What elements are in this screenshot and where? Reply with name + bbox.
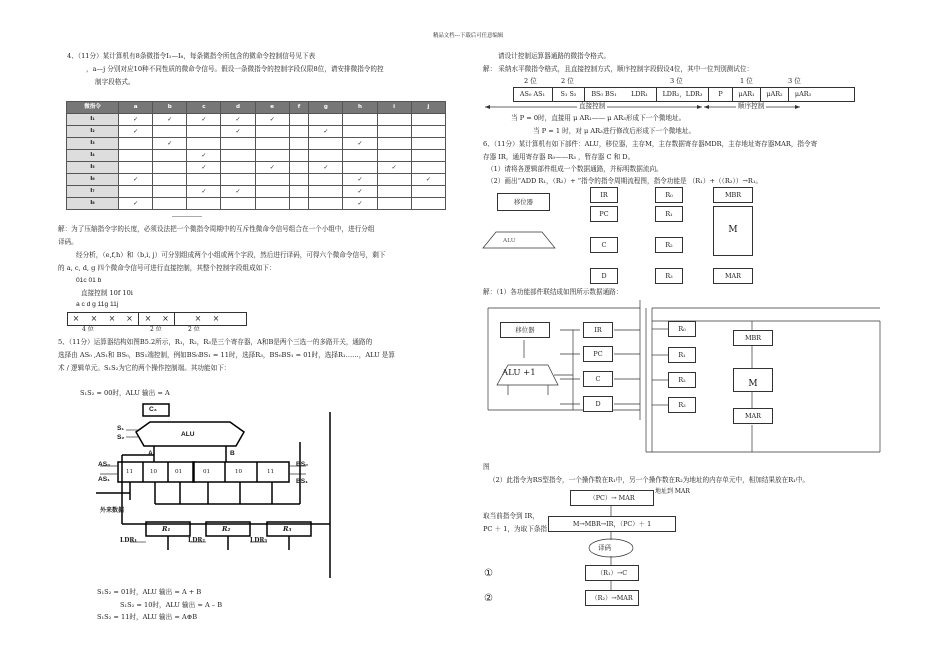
memory-box-a: M bbox=[713, 206, 753, 256]
seq-control-label: 顺序控制 bbox=[738, 102, 765, 110]
r1-box-a: R₁ bbox=[655, 206, 683, 222]
external-data-label: 外来数据 bbox=[100, 507, 125, 514]
mar-box-b: MAR bbox=[733, 408, 773, 424]
format-field: BS₀ BS₁ bbox=[591, 90, 617, 99]
ans4-direct: 直接控制 10f 10i bbox=[81, 289, 133, 297]
table-cell: ✓ bbox=[221, 126, 255, 138]
b-label: B bbox=[230, 450, 235, 457]
ldr3-label: LDR₃ bbox=[250, 537, 268, 544]
ans4-l4: 的 a, c, d, g 四个微命令信号可进行直接控制，其整个控制字段组成如下： bbox=[58, 264, 276, 272]
field-cell: × bbox=[121, 312, 139, 326]
flow-step2: M→MBR→IR，（PC）＋ 1 bbox=[548, 516, 676, 532]
table-cell: ✓ bbox=[255, 114, 289, 126]
r3-label: R₃ bbox=[283, 525, 292, 533]
r0-box-a: R₀ bbox=[655, 187, 683, 203]
ans4-fields: a c d g 11g 11j bbox=[76, 301, 119, 308]
q5-l1: 5、（11分）运算器结构如图B5.2所示，R₁，R₂，R₃是三个寄存器，A和B是两个三选一的多路开关，通路的 bbox=[58, 338, 373, 346]
ans4-codes: 01c 01 b bbox=[76, 277, 102, 284]
row-label: I₂ bbox=[67, 126, 119, 138]
ir-box-a: IR bbox=[590, 187, 618, 203]
table-cell: ✓ bbox=[343, 174, 377, 186]
q6-l4: （2）画出“ADD R₁，（R₂）+ ”指令的指令周期流程图，指令功能是 （R₁）+（（R₂））→R₁。 bbox=[487, 177, 763, 185]
table-head-cell: j bbox=[411, 102, 445, 114]
r1-label: R₁ bbox=[162, 525, 171, 533]
r-intro: 请设计控制运算器通路的微指令格式。 bbox=[498, 52, 611, 60]
direct-control-label: 直接控制 bbox=[579, 102, 606, 110]
figure-caption: 图 bbox=[483, 463, 490, 471]
r3-box-b: R₃ bbox=[668, 397, 696, 413]
row-label: I₃ bbox=[67, 138, 119, 150]
memory-box-b: M bbox=[733, 368, 773, 392]
ans4-l2: 译码。 bbox=[58, 238, 78, 246]
ans4-l1: 解：为了压缩指令字的长度，必须设法把一个微指令周期中的互斥性微命令信号组合在一个小组中，进行分组 bbox=[58, 225, 375, 233]
bs1-label: BS₁ bbox=[296, 478, 308, 485]
row-label: I₆ bbox=[67, 174, 119, 186]
table-head-cell: a bbox=[119, 102, 153, 114]
bits-label: 2 位 bbox=[561, 77, 574, 85]
flow-step1: （PC）→ MAR bbox=[570, 490, 654, 506]
table-head-cell: d bbox=[221, 102, 255, 114]
fetch-text1: 取当前指令到 IR， bbox=[483, 512, 539, 520]
table-cell: ✓ bbox=[187, 162, 221, 174]
table-cell: ✓ bbox=[411, 174, 445, 186]
table-head-cell: g bbox=[309, 102, 343, 114]
s1-label: S₁ bbox=[117, 425, 125, 432]
format-field: P bbox=[709, 87, 733, 102]
p0-text: 当 P = 0时，直接用 μ AR₁—— μ AR₃形成下一个微地址。 bbox=[511, 114, 686, 122]
p1-text: 当 P = 1 时，对 μ AR₃进行修改后形成下一个微地址。 bbox=[533, 127, 696, 135]
q6-l3: （1）请将各逻辑部件组成一个数据通路，并标明数据流向。 bbox=[487, 165, 663, 173]
table-cell: ✓ bbox=[153, 114, 187, 126]
ans6-l1: 解：（1）各功能部件联结成如图所示数据通路： bbox=[483, 288, 623, 296]
s2-label: S₂ bbox=[117, 434, 125, 441]
mux-a-code: 10 bbox=[150, 469, 158, 475]
q5-s01: S₁S₂ = 01时，ALU 输出 = A + B bbox=[97, 588, 202, 596]
bits2a-label: 2 位 bbox=[150, 326, 162, 333]
as0-label: AS₀ bbox=[98, 461, 111, 468]
q6-l2: 存器 IR，通用寄存器 R₀——R₃ ，暂存器 C 和 D。 bbox=[483, 153, 635, 161]
field-cell: × bbox=[144, 313, 152, 323]
r2-box-a: R₂ bbox=[655, 237, 683, 253]
format-field: μAR₃ bbox=[794, 90, 812, 99]
mux-b-code: 11 bbox=[267, 469, 275, 475]
shifter-box-b: 移位器 bbox=[500, 322, 550, 338]
a-label: A bbox=[148, 450, 153, 457]
table-cell: ✓ bbox=[309, 126, 343, 138]
r2-label: R₂ bbox=[222, 525, 231, 533]
format-field: LDR₂，LDR₃ bbox=[657, 87, 709, 102]
table-cell: ✓ bbox=[343, 198, 377, 210]
addr-to-mar-text: 地址到 MAR bbox=[655, 488, 690, 495]
table-head-cell: e bbox=[255, 102, 289, 114]
r0-box-b: R₀ bbox=[668, 321, 696, 337]
field-cell: × bbox=[194, 313, 202, 323]
row-label: I₁ bbox=[67, 114, 119, 126]
table-cell: ✓ bbox=[119, 114, 153, 126]
table-head-cell: 微指令 bbox=[67, 102, 119, 114]
bs0-label: BS₀ bbox=[296, 461, 309, 468]
pc-box-b: PC bbox=[583, 346, 613, 362]
field-cell: × bbox=[108, 313, 116, 323]
bits-label: 2 位 bbox=[524, 77, 537, 85]
q4-line3: 制字段格式。 bbox=[95, 78, 135, 86]
table-cell: ✓ bbox=[153, 138, 187, 150]
bits-label: 1 位 bbox=[740, 77, 753, 85]
table-cell: ✓ bbox=[187, 186, 221, 198]
table-head-cell: c bbox=[187, 102, 221, 114]
table-cell: ✓ bbox=[187, 114, 221, 126]
q4-line2: ，a—j 分别对应10种不同性质的微命令信号。假设一条微指令的控制字段仅限8位，请安排微指令的控 bbox=[86, 65, 384, 73]
pc-box-a: PC bbox=[590, 206, 618, 222]
table-head-cell: h bbox=[343, 102, 377, 114]
table-cell: ✓ bbox=[221, 186, 255, 198]
q5-s11: S₁S₂ = 11时，ALU 输出 = A⊕B bbox=[97, 613, 198, 621]
table-cell: ✓ bbox=[343, 186, 377, 198]
flow-step4: （R₁）→C bbox=[585, 565, 639, 581]
step-marker-1: ① bbox=[484, 568, 493, 579]
ans6-l2: （2）此指令为RS型指令，一个操作数在R₁中，另一个操作数在R₂为地址的内存单元中，相加结果放在R₁中。 bbox=[489, 476, 810, 484]
as1-label: AS₁ bbox=[98, 476, 110, 483]
bits-label: 3 位 bbox=[670, 77, 683, 85]
row-label: I₇ bbox=[67, 186, 119, 198]
table-cell: ✓ bbox=[309, 162, 343, 174]
r-ans: 解： 采纳水平微指令格式，且直接控制方式，顺序控制字段假设4位，其中一位判别测试位： bbox=[483, 65, 754, 73]
bits2b-label: 2 位 bbox=[188, 326, 200, 333]
bits4-label: 4 位 bbox=[82, 326, 94, 333]
ldr1-label: LDR₁ bbox=[120, 537, 138, 544]
table-cell: ✓ bbox=[221, 114, 255, 126]
mux-b-code: 01 bbox=[203, 469, 211, 475]
row-label: I₈ bbox=[67, 198, 119, 210]
mbr-box-b: MBR bbox=[733, 330, 773, 346]
q5-s10: S₁S₂ = 10时，ALU 输出 = A – B bbox=[120, 601, 223, 609]
table-cell: ✓ bbox=[119, 126, 153, 138]
q4-line1: 4、（11分）某计算机有8条微指令I₁—I₈，每条微指令所包含的微命令控制信号见下表 bbox=[67, 52, 316, 60]
row-label: I₄ bbox=[67, 150, 119, 162]
format-field: LDR₁ bbox=[623, 87, 657, 102]
q5-s00: S₁S₂ = 00时，ALU 输出 = A bbox=[80, 389, 170, 397]
table-head-cell: b bbox=[153, 102, 187, 114]
table-cell: ✓ bbox=[255, 162, 289, 174]
mar-box-a: MAR bbox=[713, 268, 753, 284]
format-field: μAR₁ bbox=[733, 87, 761, 102]
table-head-cell: i bbox=[377, 102, 411, 114]
mux-a-code: 11 bbox=[126, 469, 134, 475]
bits-label: 3 位 bbox=[788, 77, 801, 85]
field-cell: × bbox=[212, 313, 220, 323]
mbr-box-a: MBR bbox=[713, 187, 753, 203]
table-cell: ✓ bbox=[187, 150, 221, 162]
d-box-b: D bbox=[583, 396, 613, 412]
alu-label: ALU bbox=[181, 431, 195, 438]
step-marker-2: ② bbox=[484, 593, 493, 604]
field-cell: × bbox=[90, 313, 98, 323]
c-box-b: C bbox=[583, 371, 613, 387]
row-label: I₅ bbox=[67, 162, 119, 174]
alu-label-b: ALU +1 bbox=[502, 368, 536, 378]
q5-l2: 选择由 AS₀ ,AS₁和 BS₀，BS₁端控制，例如BS₀BS₁ = 11时，选择R₃，BS₀BS₁ = 01时，选择R₁……，ALU 是算 bbox=[58, 351, 395, 359]
ans4-l3: 经分析，（e,f,h）和（b,i, j）可分别组成两个小组或两个字段，然后进行译码，可得六个微命令信号，剩下 bbox=[76, 251, 386, 259]
page-header: 精品文档---下载后可任意编辑 bbox=[433, 33, 504, 39]
table-head-cell: f bbox=[289, 102, 308, 114]
c-box-a: C bbox=[590, 237, 618, 253]
ir-box-b: IR bbox=[583, 322, 613, 338]
table-cell: ✓ bbox=[119, 198, 153, 210]
q5-l3: 术 / 逻辑单元。S₁S₂为它的两个操作控制端。其功能如下： bbox=[58, 364, 231, 372]
mux-b-code: 10 bbox=[235, 469, 243, 475]
table-cell: ✓ bbox=[343, 138, 377, 150]
field-cell: × bbox=[157, 312, 175, 326]
alu-label-a: ALU bbox=[503, 238, 516, 244]
format-field: AS₀ AS₁ bbox=[513, 87, 553, 102]
field-cell: × bbox=[72, 313, 80, 323]
q6-l1: 6、（11分）某计算机有如下部件：ALU，移位器，主存M，主存数据寄存器MDR，主存地址寄存器MAR，指令寄 bbox=[483, 140, 818, 148]
table-cell: ✓ bbox=[119, 174, 153, 186]
table-cell: ✓ bbox=[377, 162, 411, 174]
r1-box-b: R₁ bbox=[668, 347, 696, 363]
format-field: S₁ S₂ bbox=[553, 87, 585, 102]
flow-step5: （R₂）→MAR bbox=[585, 590, 639, 606]
r2-box-b: R₂ bbox=[668, 372, 696, 388]
c3-label: C₃ bbox=[149, 406, 157, 413]
flow-decode: 译码 bbox=[598, 544, 612, 552]
format-field: μAR₂ bbox=[761, 87, 789, 102]
fetch-text2: PC ＋ 1，为取下条指 bbox=[483, 525, 548, 533]
ldr2-label: LDR₂ bbox=[188, 537, 206, 544]
shifter-box-a: 移位器 bbox=[497, 193, 550, 211]
d-box-a: D bbox=[590, 268, 618, 284]
r3-box-a: R₃ bbox=[655, 268, 683, 284]
mux-a-code: 01 bbox=[175, 469, 183, 475]
